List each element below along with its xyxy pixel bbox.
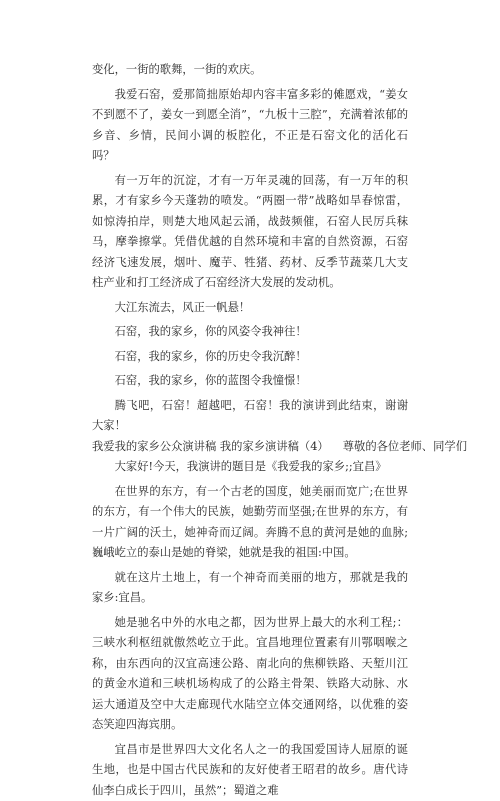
paragraph: 有一万年的沉淀，才有一万年灵魂的回荡，有一万年的积累，才有家乡今天蓬勃的喷发。“两圈一带”战略如旱春惊雷，如惊涛拍岸，则楚大地风起云涌，战鼓频催，石窑人民厉兵秣马，摩拳擦掌。凭借优越的自然环境和丰富的自然资源，石窑经济飞速发展，烟叶、魔芋、牲猪、药材、反季节蔬菜几大支柱产业和打工经济成了石窑经济大发展的发动机。 <box>92 171 408 294</box>
paragraph: 石窑，我的家乡，你的风姿令我神往！ <box>92 322 408 343</box>
paragraph: 大江东流去，风正一帆悬！ <box>92 298 408 319</box>
paragraph: 变化，一街的歌舞，一街的欢庆。 <box>92 60 408 81</box>
paragraph: 宜昌市是世界四大文化名人之一的我国爱国诗人屈原的诞生地，也是中国古代民族和的友好使者王昭君的故乡。唐代诗仙李白成长于四川，虽然”；蜀道之难 <box>92 740 408 801</box>
paragraph: 就在这片土地上，有一个神奇而美丽的地方，那就是我的家乡:宜昌。 <box>92 568 408 609</box>
paragraph: 在世界的东方，有一个古老的国度，她美丽而宽广;在世界的东方，有一个伟大的民族，她勤劳而坚强;在世界的东方，有一片广阔的沃土，她神奇而辽阔。奔腾不息的黄河是她的血脉;巍峨屹立的泰山是她的脊梁，她就是我的祖国:中国。 <box>92 482 408 564</box>
paragraph: 她是驰名中外的水电之都，因为世界上最大的水利工程;：三峡水利枢纽就傲然屹立于此。宜昌地理位置素有川鄂咽喉之称，由东西向的汉宜高速公路、南北向的焦柳铁路、天堑川江的黄金水道和三峡机场构成了的公路主骨架、铁路大动脉、水运大通道及空中大走廊现代水陆空立体交通网络，以优雅的姿态笑迎四海宾朋。 <box>92 613 408 736</box>
section-heading-title: 我爱我的家乡公众演讲稿 我的家乡演讲稿（4） <box>92 440 329 453</box>
paragraph: 我爱石窑，爱那简拙原始却内容丰富多彩的傩愿戏，“姜女不到愿不了，姜女一到愿全消”，“九板十三腔”，充满着浓郁的乡音、乡情，民间小调的板腔化，不正是石窑文化的活化石吗？ <box>92 85 408 167</box>
paragraph: 大家好!今天，我演讲的题目是《我爱我的家乡;;宜昌》 <box>92 457 408 478</box>
paragraph: 石窑，我的家乡，你的蓝图令我憧憬！ <box>92 371 408 392</box>
paragraph: 腾飞吧，石窑！超越吧，石窑！我的演讲到此结束，谢谢大家！ <box>92 396 408 437</box>
section-heading-greeting: 尊敬的各位老师、同学们 <box>343 440 467 453</box>
section-heading <box>92 437 408 458</box>
paragraph: 石窑，我的家乡，你的历史令我沉醉！ <box>92 347 408 368</box>
